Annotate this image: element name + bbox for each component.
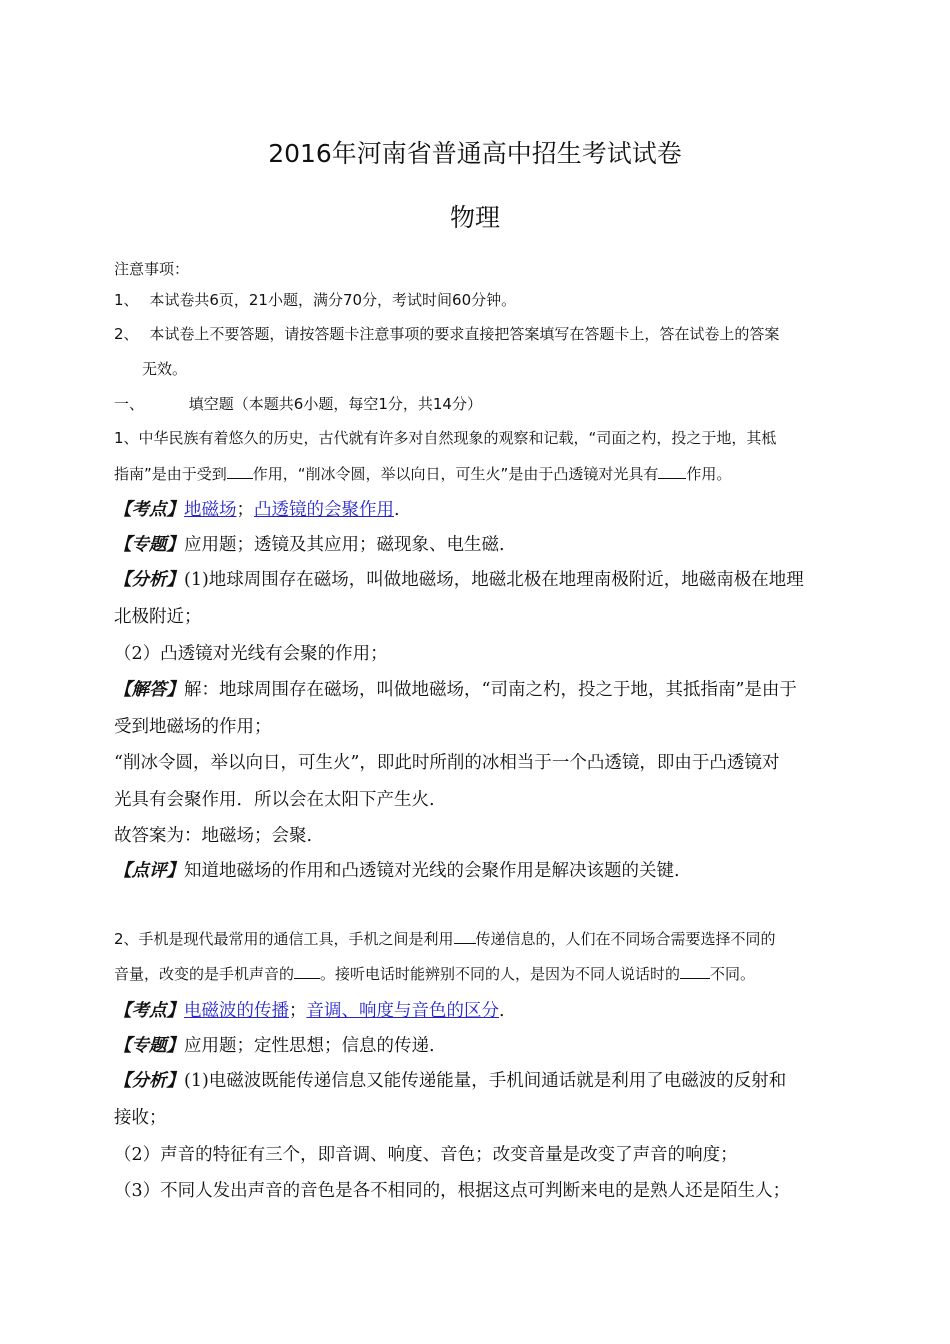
q1-jieda-1: 解：地球周围存在磁场，叫做地磁场，“司南之杓，投之于地，其抵指南”是由于 bbox=[184, 680, 797, 700]
q1-answer: 故答案为：地磁场；会聚. bbox=[114, 826, 313, 846]
q2-stem-part-d: 。接听电话时能辨别不同的人，是因为不同人说话时的 bbox=[320, 965, 681, 983]
notice-item-2-num: 2、 bbox=[114, 325, 139, 343]
q1-dianping-label: 【点评】 bbox=[114, 861, 184, 881]
notice-item-2-cont: 无效。 bbox=[142, 360, 188, 378]
q1-kaodian-label: 【考点】 bbox=[114, 500, 184, 520]
q1-blank-1 bbox=[227, 464, 253, 479]
q2-zhuanti-text: 应用题；定性思想；信息的传递. bbox=[184, 1036, 435, 1056]
q2-kaodian-link-em-wave[interactable]: 电磁波的传播 bbox=[184, 1001, 289, 1021]
q1-zhuanti bbox=[114, 531, 505, 556]
exam-title: 2016年河南省普通高中招生考试试卷 bbox=[268, 139, 682, 168]
q1-kaodian-link-geomagnetic[interactable]: 地磁场 bbox=[184, 500, 237, 520]
q1-fenxi-2: （2）凸透镜对光线有会聚的作用； bbox=[114, 644, 388, 664]
q1-zhuanti-text: 应用题；透镜及其应用；磁现象、电生磁. bbox=[184, 535, 505, 555]
notice-heading: 注意事项： bbox=[114, 260, 190, 278]
notice-item-1-num: 1、 bbox=[114, 291, 139, 309]
q1-blank-2 bbox=[658, 464, 686, 479]
q2-fenxi-label: 【分析】 bbox=[114, 1071, 184, 1091]
q1-stem-part-c: 作用。 bbox=[686, 465, 732, 483]
notice-item-1 bbox=[114, 289, 516, 310]
q2-blank-1 bbox=[454, 929, 476, 944]
q1-stem-part-a: 指南”是由于受到 bbox=[114, 465, 227, 483]
q1-kaodian-link-convex-lens[interactable]: 凸透镜的会聚作用 bbox=[254, 500, 394, 520]
q1-kaodian-sep: ； bbox=[236, 500, 254, 520]
q1-fenxi-label: 【分析】 bbox=[114, 570, 184, 590]
q1-stem-line-2 bbox=[114, 463, 731, 484]
section-1-heading bbox=[114, 393, 482, 414]
q2-blank-3 bbox=[680, 964, 710, 979]
q1-jieda-label: 【解答】 bbox=[114, 680, 184, 700]
q2-kaodian-end: . bbox=[499, 1001, 505, 1021]
q2-fenxi-2: （2）声音的特征有三个，即音调、响度、音色；改变音量是改变了声音的响度； bbox=[114, 1145, 738, 1165]
section-1-label: 填空题（本题共6小题，每空1分，共14分） bbox=[188, 395, 482, 413]
q1-fenxi-1: (1)地球周围存在磁场，叫做地磁场，地磁北极在地理南极附近，地磁南极在地理 bbox=[184, 570, 804, 590]
q1-kaodian-end: . bbox=[394, 500, 400, 520]
q2-fenxi-1-cont: 接收； bbox=[114, 1108, 167, 1128]
q2-blank-2 bbox=[294, 964, 320, 979]
q2-zhuanti-label: 【专题】 bbox=[114, 1036, 184, 1056]
subject-title: 物理 bbox=[449, 203, 500, 232]
q2-fenxi bbox=[114, 1067, 786, 1092]
q1-fenxi bbox=[114, 566, 804, 591]
q2-stem-part-a: 2、手机是现代最常用的通信工具，手机之间是利用 bbox=[114, 930, 454, 948]
q1-jieda-2: “削冰令圆，举以向日，可生火”，即此时所削的冰相当于一个凸透镜，即由于凸透镜对 bbox=[114, 753, 780, 773]
q1-jieda-2-cont: 光具有会聚作用．所以会在太阳下产生火. bbox=[114, 790, 435, 810]
q1-dianping-text: 知道地磁场的作用和凸透镜对光线的会聚作用是解决该题的关键. bbox=[184, 861, 680, 881]
q2-fenxi-1: (1)电磁波既能传递信息又能传递能量，手机间通话就是利用了电磁波的反射和 bbox=[184, 1071, 787, 1091]
q1-stem-line-1: 1、中华民族有着悠久的历史，古代就有许多对自然现象的观察和记载，“司面之杓，投之于地，其柢 bbox=[114, 429, 777, 447]
notice-item-1-text: 本试卷共6页，21小题，满分70分，考试时间60分钟。 bbox=[149, 291, 517, 309]
q2-kaodian bbox=[114, 997, 505, 1022]
q2-fenxi-3: （3）不同人发出声音的音色是各不相同的，根据这点可判断来电的是熟人还是陌生人； bbox=[114, 1181, 791, 1201]
q2-stem-line-1 bbox=[114, 928, 776, 949]
section-1-num: 一、 bbox=[114, 395, 145, 413]
q1-jieda bbox=[114, 676, 797, 701]
q2-stem-part-b: 传递信息的，人们在不同场合需要选择不同的 bbox=[475, 930, 776, 948]
q1-fenxi-1-cont: 北极附近； bbox=[114, 607, 202, 627]
q1-jieda-1-cont: 受到地磁场的作用； bbox=[114, 717, 272, 737]
q2-stem-line-2 bbox=[114, 963, 755, 984]
q2-kaodian-link-sound[interactable]: 音调、响度与音色的区分 bbox=[306, 1001, 499, 1021]
q1-zhuanti-label: 【专题】 bbox=[114, 535, 184, 555]
q1-stem-part-b: 作用，“削冰令圆，举以向日，可生火”是由于凸透镜对光具有 bbox=[252, 465, 659, 483]
q1-kaodian bbox=[114, 496, 400, 521]
q2-kaodian-label: 【考点】 bbox=[114, 1001, 184, 1021]
notice-item-2 bbox=[114, 323, 779, 344]
q2-stem-part-c: 音量，改变的是手机声音的 bbox=[114, 965, 295, 983]
q2-zhuanti bbox=[114, 1032, 435, 1057]
q2-stem-part-e: 不同。 bbox=[710, 965, 756, 983]
q1-dianping bbox=[114, 857, 680, 882]
notice-item-2-text: 本试卷上不要答题，请按答题卡注意事项的要求直接把答案填写在答题卡上，答在试卷上的答案 bbox=[149, 325, 780, 343]
q2-kaodian-sep: ； bbox=[289, 1001, 307, 1021]
